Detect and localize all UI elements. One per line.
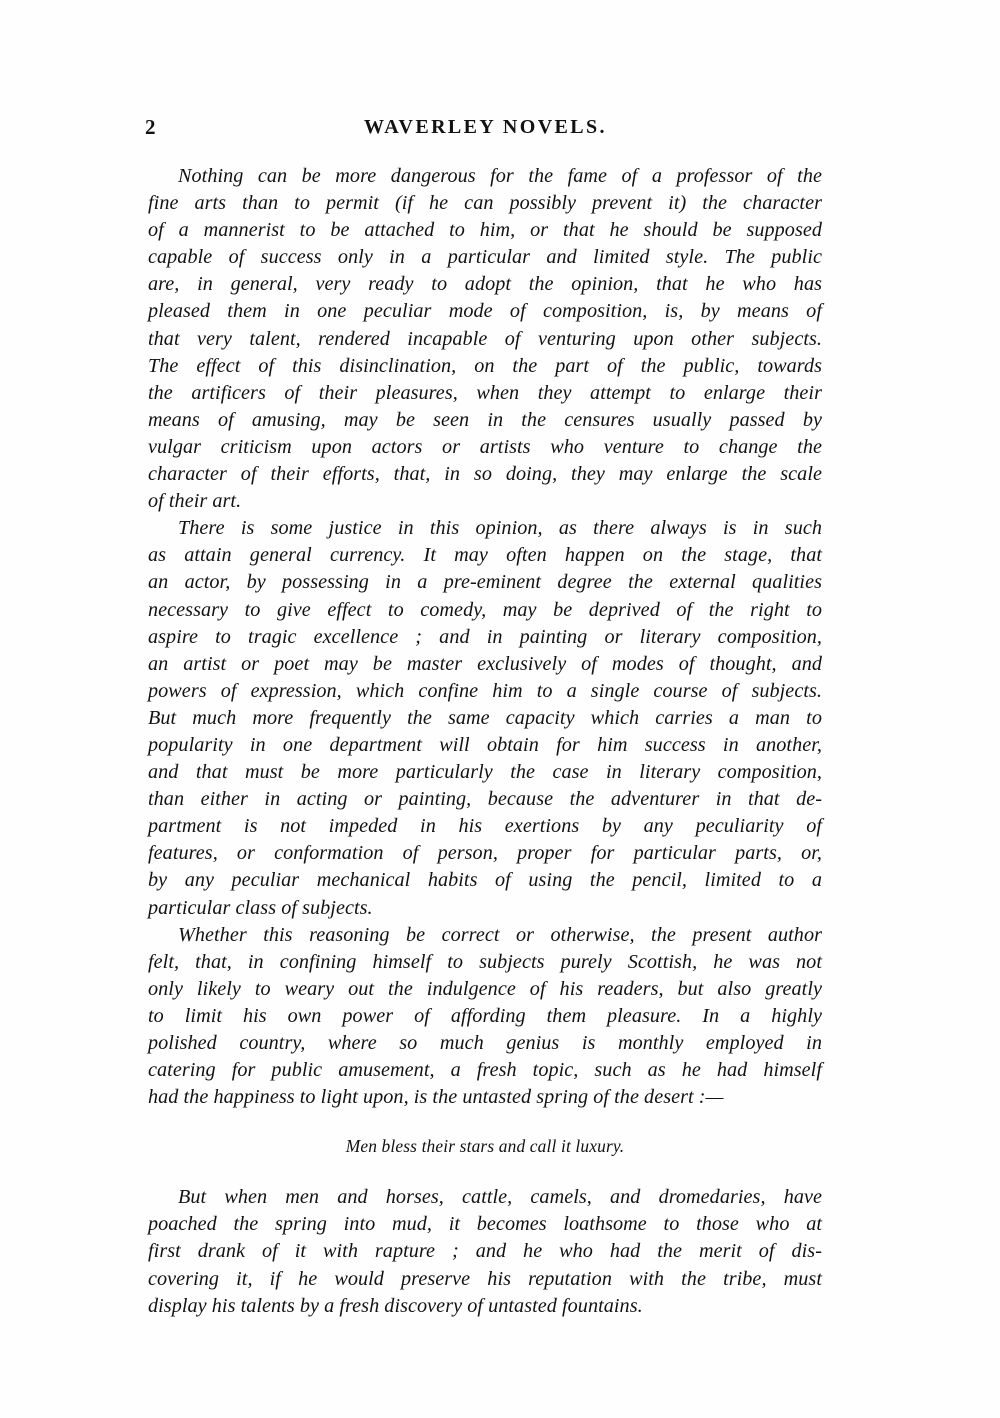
text-block [148, 163, 822, 1320]
text-line: means of amusing, may be seen in the censures usually passed by [148, 408, 822, 431]
text-line: fine arts than to permit (if he can possibly prevent it) the character [148, 192, 822, 215]
text-line: vulgar criticism upon actors or artists who venture to change the [148, 435, 822, 458]
text-line: The effect of this disinclination, on the part of the public, towards [148, 354, 822, 377]
text-line: polished country, where so much genius is monthly employed in [148, 1032, 822, 1054]
text-line: an artist or poet may be master exclusively of modes of thought, and [148, 652, 822, 675]
text-line: had the happiness to light upon, is the untasted spring of the desert :— [148, 1086, 724, 1109]
text-line: as attain general currency. It may often happen on the stage, that [148, 544, 822, 567]
text-line: only likely to weary out the indulgence of his readers, but also greatly [148, 977, 822, 1000]
paragraph-1 [148, 163, 822, 515]
text-line: partment is not impeded in his exertions by any peculiarity of [148, 815, 822, 838]
text-line: capable of success only in a particular and limited style. The public [148, 246, 822, 269]
paragraph-3 [148, 922, 822, 1112]
text-line: display his talents by a fresh discovery of untasted fountains. [148, 1294, 643, 1317]
text-line: to limit his own power of affording them pleasure. In a highly [148, 1004, 822, 1027]
text-line: poached the spring into mud, it becomes loathsome to those who at [148, 1213, 822, 1236]
text-line: powers of expression, which confine him to a single course of subjects. [148, 679, 822, 702]
running-head-title: WAVERLEY NOVELS. [364, 116, 607, 138]
text-line: by any peculiar mechanical habits of using the pencil, limited to a [148, 869, 822, 892]
text-line: particular class of subjects. [148, 896, 373, 919]
text-line: features, or conformation of person, proper for particular parts, or, [148, 842, 822, 865]
text-line: and that must be more particularly the case in literary composition, [148, 761, 822, 784]
text-line: covering it, if he would preserve his reputation with the tribe, must [148, 1267, 822, 1290]
text-line: that very talent, rendered incapable of venturing upon other subjects. [148, 327, 822, 350]
paragraph-2 [148, 515, 822, 921]
verse-spacer-below [148, 1160, 822, 1184]
text-line: popularity in one department will obtain for him success in another, [148, 733, 822, 756]
text-line: first drank of it with rapture ; and he who had the merit of dis- [148, 1240, 822, 1263]
text-line: than either in acting or painting, because the adventurer in that de- [148, 788, 822, 811]
verse-spacer-above [148, 1111, 822, 1133]
text-line: catering for public amusement, a fresh topic, such as he had himself [148, 1059, 822, 1082]
text-line: the artificers of their pleasures, when they attempt to enlarge their [148, 381, 822, 404]
text-line: But when men and horses, cattle, camels, and dromedaries, have [178, 1186, 822, 1209]
paragraph-4 [148, 1184, 822, 1319]
text-line: Nothing can be more dangerous for the fame of a professor of the [178, 165, 822, 187]
text-line: an actor, by possessing in a pre-eminent degree the external qualities [148, 571, 822, 594]
text-line: character of their efforts, that, in so doing, they may enlarge the scale [148, 463, 822, 486]
text-line: are, in general, very ready to adopt the opinion, that he who has [148, 273, 822, 296]
text-line: of their art. [148, 490, 242, 513]
text-line: necessary to give effect to comedy, may be deprived of the right to [148, 598, 822, 621]
text-line: aspire to tragic excellence ; and in painting or literary composition, [148, 625, 822, 648]
running-head [145, 112, 820, 142]
verse-quotation: Men bless their stars and call it luxury. [345, 1136, 625, 1157]
text-line: of a mannerist to be attached to him, or that he should be supposed [148, 219, 822, 242]
text-line: felt, that, in confining himself to subjects purely Scottish, he was not [148, 950, 822, 973]
text-line: There is some justice in this opinion, as there always is in such [178, 517, 822, 540]
page-number: 2 [145, 115, 156, 139]
text-line: But much more frequently the same capacity which carries a man to [148, 706, 822, 729]
text-line: Whether this reasoning be correct or otherwise, the present author [178, 923, 822, 946]
text-line: pleased them in one peculiar mode of composition, is, by means of [148, 300, 822, 323]
